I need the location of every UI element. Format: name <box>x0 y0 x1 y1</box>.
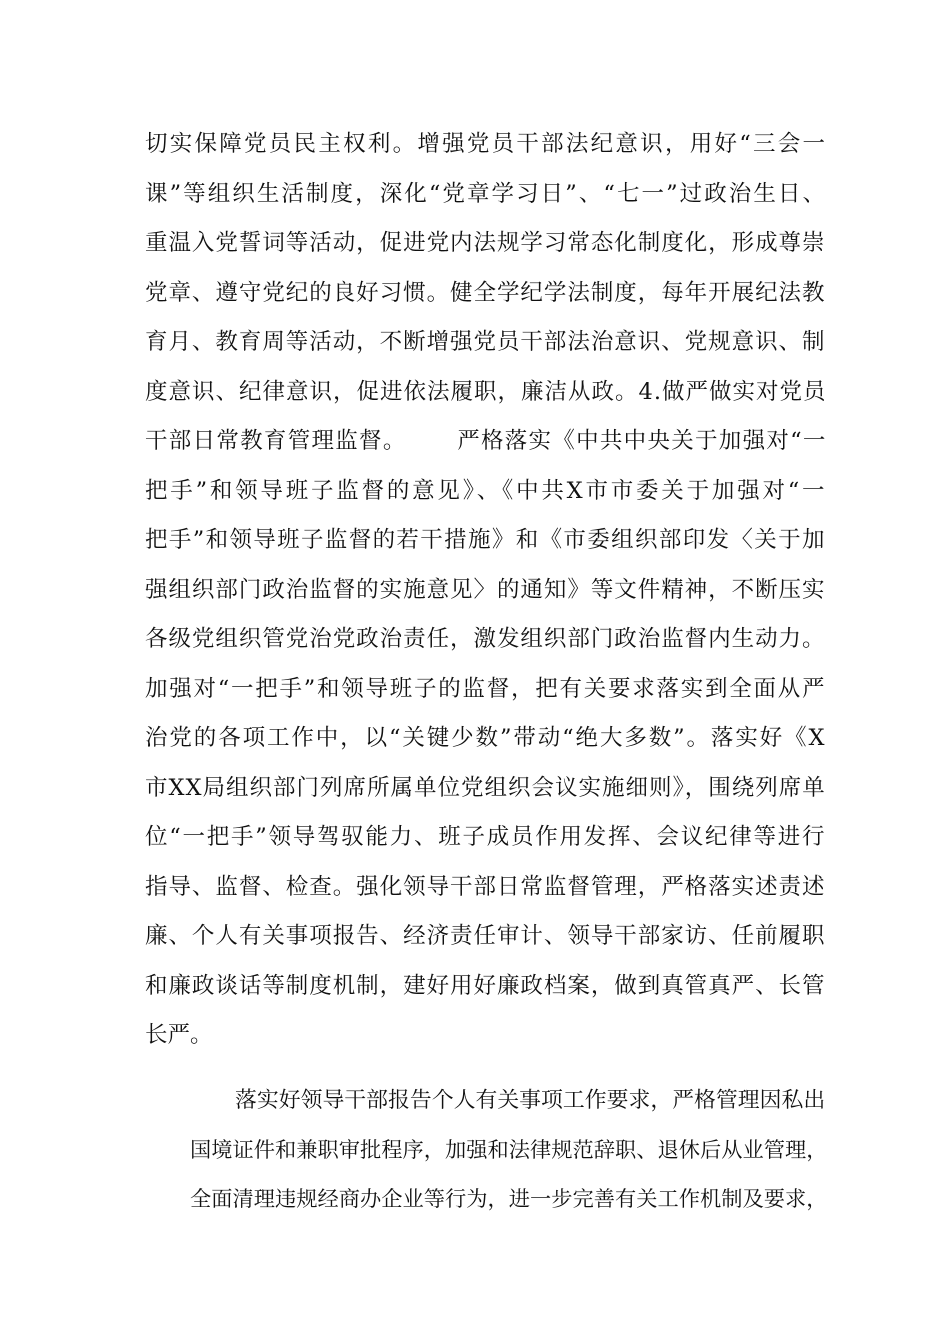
paragraph-line: 长严。 <box>145 1022 213 1048</box>
paragraph-line: 加强对“一把手”和领导班子的监督，把有关要求落实到全面从严 <box>145 675 827 702</box>
paragraph-line: 指导、监督、检查。强化领导干部日常监督管理，严格落实述责述 <box>145 873 826 900</box>
paragraph-2 <box>145 1076 828 1225</box>
paragraph-line: 国境证件和兼职审批程序，加强和法律规范辞职、退休后从业管理， <box>190 1137 828 1163</box>
paragraph-line: 市XX局组织部门列席所属单位党组织会议实施细则》，围绕列席单 <box>145 774 826 801</box>
paragraph-line: 干部日常教育管理监督。 严格落实《中共中央关于加强对“一 <box>145 428 827 454</box>
paragraph-line: 位“一把手”领导驾驭能力、班子成员作用发挥、会议纪律等进行 <box>145 824 827 850</box>
paragraph-line: 课”等组织生活制度，深化“党章学习日”、“七一”过政治生日、 <box>145 180 828 207</box>
paragraph-line: 度意识、纪律意识，促进依法履职，廉洁从政。4.做严做实对党员 <box>145 378 827 405</box>
paragraph-line: 把手”和领导班子监督的若干措施》和《市委组织部印发〈关于加 <box>145 527 826 553</box>
paragraph-line: 切实保障党员民主权利。增强党员干部法纪意识，用好“三会一 <box>145 131 828 157</box>
paragraph-line: 育月、教育周等活动，不断增强党员干部法治意识、党规意识、制 <box>145 329 826 355</box>
paragraph-line: 治党的各项工作中，以“关键少数”带动“绝大多数”。落实好《X <box>145 725 827 751</box>
paragraph-line: 把手”和领导班子监督的意见》、《中共X市市委关于加强对“一 <box>145 477 828 504</box>
paragraph-line: 强组织部门政治监督的实施意见〉的通知》等文件精神，不断压实 <box>145 576 826 603</box>
paragraph-line: 廉、个人有关事项报告、经济责任审计、领导干部家访、任前履职 <box>145 923 826 949</box>
paragraph-line: 重温入党誓词等活动，促进党内法规学习常态化制度化，形成尊崇 <box>145 230 826 256</box>
paragraph-line: 和廉政谈话等制度机制，建好用好廉政档案，做到真管真严、长管 <box>145 972 826 999</box>
paragraph-line: 落实好领导干部报告个人有关事项工作要求，严格管理因私出 <box>235 1088 826 1113</box>
paragraph-line: 各级党组织管党治党政治责任，激发组织部门政治监督内生动力。 <box>145 626 826 652</box>
paragraph-line: 全面清理违规经商办企业等行为，进一步完善有关工作机制及要求， <box>190 1187 828 1212</box>
paragraph-1 <box>145 120 828 1061</box>
paragraph-line: 党章、遵守党纪的良好习惯。健全学纪学法制度，每年开展纪法教 <box>145 279 826 306</box>
